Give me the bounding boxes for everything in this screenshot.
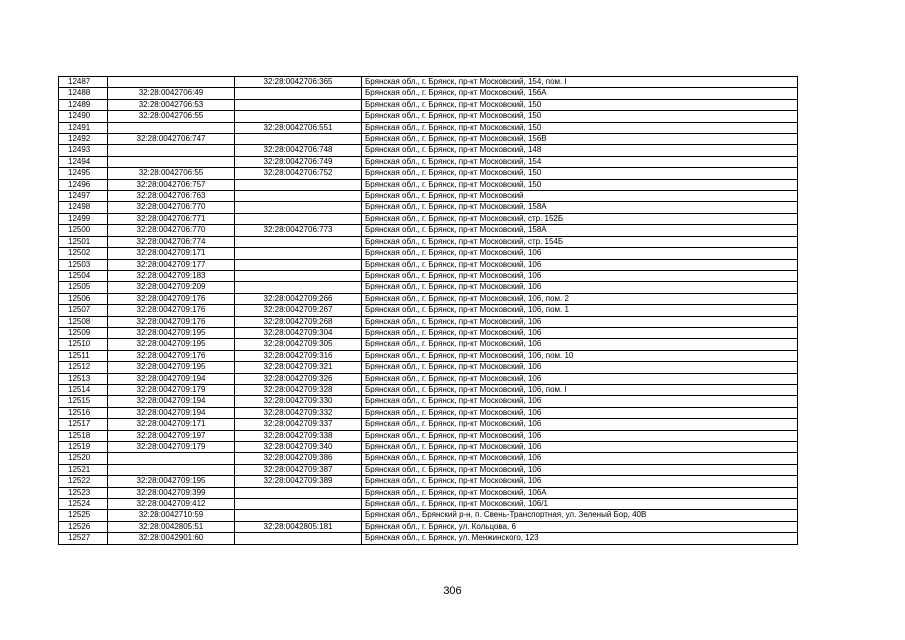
building-number-cell <box>235 248 362 259</box>
parcel-number-cell: 32:28:0042709:171 <box>108 248 235 259</box>
table-row <box>59 248 798 259</box>
parcel-number-cell: 32:28:0042709:176 <box>108 350 235 361</box>
parcel-number-cell: 32:28:0042709:171 <box>108 419 235 430</box>
building-number-cell: 32:28:0042706:551 <box>235 122 362 133</box>
cadastral-table <box>58 76 798 545</box>
address-cell: Брянская обл., г. Брянск, пр-кт Московский, 150 <box>362 122 798 133</box>
row-number-cell: 12491 <box>59 122 108 133</box>
table-row <box>59 453 798 464</box>
table-row <box>59 396 798 407</box>
building-number-cell: 32:28:0042805:181 <box>235 521 362 532</box>
row-number-cell: 12504 <box>59 270 108 281</box>
table-row <box>59 373 798 384</box>
table-row <box>59 191 798 202</box>
address-cell: Брянская обл., г. Брянск, пр-кт Московский, 106, пом. 2 <box>362 293 798 304</box>
parcel-number-cell: 32:28:0042706:774 <box>108 236 235 247</box>
address-cell: Брянская обл., г. Брянск, пр-кт Московский, 106, пом. 10 <box>362 350 798 361</box>
row-number-cell: 12506 <box>59 293 108 304</box>
table-row <box>59 464 798 475</box>
address-cell: Брянская обл., г. Брянск, ул. Кольцова, 6 <box>362 521 798 532</box>
table-row <box>59 521 798 532</box>
row-number-cell: 12499 <box>59 213 108 224</box>
address-cell: Брянская обл., г. Брянск, пр-кт Московский, 158А <box>362 225 798 236</box>
table-row <box>59 327 798 338</box>
building-number-cell: 32:28:0042709:321 <box>235 362 362 373</box>
building-number-cell <box>235 487 362 498</box>
building-number-cell: 32:28:0042709:267 <box>235 305 362 316</box>
table-row <box>59 88 798 99</box>
building-number-cell: 32:28:0042709:338 <box>235 430 362 441</box>
row-number-cell: 12514 <box>59 384 108 395</box>
parcel-number-cell: 32:28:0042709:399 <box>108 487 235 498</box>
row-number-cell: 12490 <box>59 111 108 122</box>
parcel-number-cell: 32:28:0042706:747 <box>108 134 235 145</box>
row-number-cell: 12489 <box>59 99 108 110</box>
table-row <box>59 168 798 179</box>
table-row <box>59 179 798 190</box>
building-number-cell <box>235 111 362 122</box>
row-number-cell: 12526 <box>59 521 108 532</box>
table-row <box>59 236 798 247</box>
parcel-number-cell: 32:28:0042709:194 <box>108 373 235 384</box>
row-number-cell: 12507 <box>59 305 108 316</box>
row-number-cell: 12492 <box>59 134 108 145</box>
row-number-cell: 12516 <box>59 407 108 418</box>
parcel-number-cell: 32:28:0042709:194 <box>108 396 235 407</box>
address-cell: Брянская обл., г. Брянск, пр-кт Московский, 106 <box>362 316 798 327</box>
parcel-number-cell: 32:28:0042706:49 <box>108 88 235 99</box>
row-number-cell: 12500 <box>59 225 108 236</box>
address-cell: Брянская обл., г. Брянск, пр-кт Московский, 154, пом. I <box>362 77 798 88</box>
parcel-number-cell <box>108 453 235 464</box>
table-row <box>59 384 798 395</box>
address-cell: Брянская обл., г. Брянск, пр-кт Московский, 106 <box>362 270 798 281</box>
building-number-cell: 32:28:0042706:365 <box>235 77 362 88</box>
parcel-number-cell: 32:28:0042709:183 <box>108 270 235 281</box>
page-number: 306 <box>443 585 462 597</box>
table-row <box>59 270 798 281</box>
address-cell: Брянская обл., г. Брянск, пр-кт Московский, 106, пом. 1 <box>362 305 798 316</box>
address-cell: Брянская обл., г. Брянск, пр-кт Московский, 106 <box>362 407 798 418</box>
parcel-number-cell: 32:28:0042709:195 <box>108 327 235 338</box>
table-row <box>59 487 798 498</box>
parcel-number-cell: 32:28:0042709:412 <box>108 499 235 510</box>
parcel-number-cell: 32:28:0042709:179 <box>108 442 235 453</box>
building-number-cell <box>235 533 362 544</box>
row-number-cell: 12512 <box>59 362 108 373</box>
parcel-number-cell <box>108 145 235 156</box>
address-cell: Брянская обл., г. Брянск, пр-кт Московский, 150 <box>362 168 798 179</box>
address-cell: Брянская обл., г. Брянск, пр-кт Московский, 106 <box>362 464 798 475</box>
parcel-number-cell: 32:28:0042709:195 <box>108 476 235 487</box>
row-number-cell: 12495 <box>59 168 108 179</box>
address-cell: Брянская обл., г. Брянск, пр-кт Московский, 106 <box>362 476 798 487</box>
building-number-cell <box>235 88 362 99</box>
address-cell: Брянская обл., г. Брянск, пр-кт Московский, 106 <box>362 339 798 350</box>
building-number-cell <box>235 270 362 281</box>
building-number-cell <box>235 282 362 293</box>
table-row <box>59 305 798 316</box>
row-number-cell: 12519 <box>59 442 108 453</box>
table-row <box>59 99 798 110</box>
parcel-number-cell: 32:28:0042805:51 <box>108 521 235 532</box>
address-cell: Брянская обл., г. Брянск, пр-кт Московский, стр. 154Б <box>362 236 798 247</box>
address-cell: Брянская обл., г. Брянск, пр-кт Московский, 106 <box>362 327 798 338</box>
building-number-cell: 32:28:0042709:332 <box>235 407 362 418</box>
row-number-cell: 12508 <box>59 316 108 327</box>
building-number-cell: 32:28:0042709:337 <box>235 419 362 430</box>
table-row <box>59 282 798 293</box>
building-number-cell: 32:28:0042709:326 <box>235 373 362 384</box>
address-cell: Брянская обл., г. Брянск, пр-кт Московский, 106 <box>362 396 798 407</box>
row-number-cell: 12521 <box>59 464 108 475</box>
address-cell: Брянская обл., г. Брянск, пр-кт Московский, 156А <box>362 88 798 99</box>
table-row <box>59 362 798 373</box>
building-number-cell <box>235 213 362 224</box>
table-row <box>59 293 798 304</box>
address-cell: Брянская обл., г. Брянск, пр-кт Московский, 156В <box>362 134 798 145</box>
address-cell: Брянская обл., г. Брянск, пр-кт Московский, 106 <box>362 453 798 464</box>
building-number-cell <box>235 499 362 510</box>
building-number-cell <box>235 179 362 190</box>
table-row <box>59 77 798 88</box>
parcel-number-cell: 32:28:0042709:195 <box>108 339 235 350</box>
table-row <box>59 442 798 453</box>
address-cell: Брянская обл., Брянский р-н, п. Свень-Транспортная, ул. Зеленый Бор, 40В <box>362 510 798 521</box>
cadastral-table-body <box>59 77 798 545</box>
address-cell: Брянская обл., г. Брянск, пр-кт Московский, 106 <box>362 248 798 259</box>
address-cell: Брянская обл., г. Брянск, ул. Менжинского, 123 <box>362 533 798 544</box>
row-number-cell: 12502 <box>59 248 108 259</box>
table-row <box>59 430 798 441</box>
row-number-cell: 12501 <box>59 236 108 247</box>
building-number-cell: 32:28:0042709:268 <box>235 316 362 327</box>
building-number-cell: 32:28:0042709:266 <box>235 293 362 304</box>
building-number-cell <box>235 191 362 202</box>
row-number-cell: 12497 <box>59 191 108 202</box>
table-row <box>59 316 798 327</box>
parcel-number-cell: 32:28:0042706:55 <box>108 111 235 122</box>
building-number-cell <box>235 202 362 213</box>
building-number-cell <box>235 134 362 145</box>
address-cell: Брянская обл., г. Брянск, пр-кт Московский, 106, пом. I <box>362 384 798 395</box>
address-cell: Брянская обл., г. Брянск, пр-кт Московский <box>362 191 798 202</box>
table-row <box>59 510 798 521</box>
row-number-cell: 12503 <box>59 259 108 270</box>
row-number-cell: 12517 <box>59 419 108 430</box>
row-number-cell: 12494 <box>59 156 108 167</box>
row-number-cell: 12513 <box>59 373 108 384</box>
building-number-cell: 32:28:0042709:389 <box>235 476 362 487</box>
table-row <box>59 499 798 510</box>
address-cell: Брянская обл., г. Брянск, пр-кт Московский, 106/1 <box>362 499 798 510</box>
address-cell: Брянская обл., г. Брянск, пр-кт Московский, 106А <box>362 487 798 498</box>
address-cell: Брянская обл., г. Брянск, пр-кт Московский, 158А <box>362 202 798 213</box>
parcel-number-cell: 32:28:0042709:195 <box>108 362 235 373</box>
row-number-cell: 12522 <box>59 476 108 487</box>
table-row <box>59 350 798 361</box>
address-cell: Брянская обл., г. Брянск, пр-кт Московский, 150 <box>362 111 798 122</box>
row-number-cell: 12505 <box>59 282 108 293</box>
address-cell: Брянская обл., г. Брянск, пр-кт Московский, 148 <box>362 145 798 156</box>
row-number-cell: 12520 <box>59 453 108 464</box>
table-row <box>59 419 798 430</box>
address-cell: Брянская обл., г. Брянск, пр-кт Московский, 106 <box>362 259 798 270</box>
table-row <box>59 213 798 224</box>
building-number-cell: 32:28:0042709:328 <box>235 384 362 395</box>
table-row <box>59 407 798 418</box>
table-row <box>59 156 798 167</box>
building-number-cell: 32:28:0042709:316 <box>235 350 362 361</box>
building-number-cell: 32:28:0042709:386 <box>235 453 362 464</box>
address-cell: Брянская обл., г. Брянск, пр-кт Московский, 106 <box>362 362 798 373</box>
row-number-cell: 12523 <box>59 487 108 498</box>
parcel-number-cell: 32:28:0042706:53 <box>108 99 235 110</box>
table-row <box>59 202 798 213</box>
table-row <box>59 111 798 122</box>
parcel-number-cell: 32:28:0042709:194 <box>108 407 235 418</box>
row-number-cell: 12493 <box>59 145 108 156</box>
parcel-number-cell: 32:28:0042706:763 <box>108 191 235 202</box>
parcel-number-cell: 32:28:0042709:176 <box>108 293 235 304</box>
parcel-number-cell <box>108 156 235 167</box>
address-cell: Брянская обл., г. Брянск, пр-кт Московский, 106 <box>362 442 798 453</box>
parcel-number-cell: 32:28:0042709:176 <box>108 305 235 316</box>
parcel-number-cell: 32:28:0042706:771 <box>108 213 235 224</box>
parcel-number-cell: 32:28:0042710:59 <box>108 510 235 521</box>
parcel-number-cell: 32:28:0042709:197 <box>108 430 235 441</box>
parcel-number-cell <box>108 122 235 133</box>
building-number-cell: 32:28:0042706:749 <box>235 156 362 167</box>
row-number-cell: 12487 <box>59 77 108 88</box>
row-number-cell: 12515 <box>59 396 108 407</box>
table-row <box>59 145 798 156</box>
building-number-cell <box>235 510 362 521</box>
address-cell: Брянская обл., г. Брянск, пр-кт Московский, 106 <box>362 430 798 441</box>
row-number-cell: 12524 <box>59 499 108 510</box>
building-number-cell: 32:28:0042709:340 <box>235 442 362 453</box>
parcel-number-cell: 32:28:0042709:179 <box>108 384 235 395</box>
address-cell: Брянская обл., г. Брянск, пр-кт Московский, 154 <box>362 156 798 167</box>
row-number-cell: 12518 <box>59 430 108 441</box>
table-row <box>59 476 798 487</box>
parcel-number-cell <box>108 464 235 475</box>
parcel-number-cell: 32:28:0042706:757 <box>108 179 235 190</box>
parcel-number-cell: 32:28:0042706:770 <box>108 225 235 236</box>
building-number-cell: 32:28:0042709:330 <box>235 396 362 407</box>
parcel-number-cell: 32:28:0042706:770 <box>108 202 235 213</box>
building-number-cell: 32:28:0042709:305 <box>235 339 362 350</box>
table-row <box>59 134 798 145</box>
table-row <box>59 259 798 270</box>
building-number-cell <box>235 99 362 110</box>
row-number-cell: 12511 <box>59 350 108 361</box>
parcel-number-cell: 32:28:0042901:60 <box>108 533 235 544</box>
address-cell: Брянская обл., г. Брянск, пр-кт Московский, 106 <box>362 419 798 430</box>
row-number-cell: 12498 <box>59 202 108 213</box>
building-number-cell <box>235 259 362 270</box>
building-number-cell: 32:28:0042709:387 <box>235 464 362 475</box>
building-number-cell: 32:28:0042709:304 <box>235 327 362 338</box>
building-number-cell <box>235 236 362 247</box>
table-row <box>59 122 798 133</box>
parcel-number-cell: 32:28:0042709:209 <box>108 282 235 293</box>
row-number-cell: 12527 <box>59 533 108 544</box>
building-number-cell: 32:28:0042706:773 <box>235 225 362 236</box>
parcel-number-cell <box>108 77 235 88</box>
building-number-cell: 32:28:0042706:752 <box>235 168 362 179</box>
address-cell: Брянская обл., г. Брянск, пр-кт Московский, 106 <box>362 282 798 293</box>
table-row <box>59 533 798 544</box>
parcel-number-cell: 32:28:0042709:177 <box>108 259 235 270</box>
parcel-number-cell: 32:28:0042709:176 <box>108 316 235 327</box>
address-cell: Брянская обл., г. Брянск, пр-кт Московский, 106 <box>362 373 798 384</box>
table-row <box>59 225 798 236</box>
parcel-number-cell: 32:28:0042706:55 <box>108 168 235 179</box>
address-cell: Брянская обл., г. Брянск, пр-кт Московский, стр. 152Б <box>362 213 798 224</box>
row-number-cell: 12496 <box>59 179 108 190</box>
row-number-cell: 12510 <box>59 339 108 350</box>
row-number-cell: 12525 <box>59 510 108 521</box>
building-number-cell: 32:28:0042706:748 <box>235 145 362 156</box>
table-row <box>59 339 798 350</box>
address-cell: Брянская обл., г. Брянск, пр-кт Московский, 150 <box>362 99 798 110</box>
row-number-cell: 12488 <box>59 88 108 99</box>
address-cell: Брянская обл., г. Брянск, пр-кт Московский, 150 <box>362 179 798 190</box>
row-number-cell: 12509 <box>59 327 108 338</box>
